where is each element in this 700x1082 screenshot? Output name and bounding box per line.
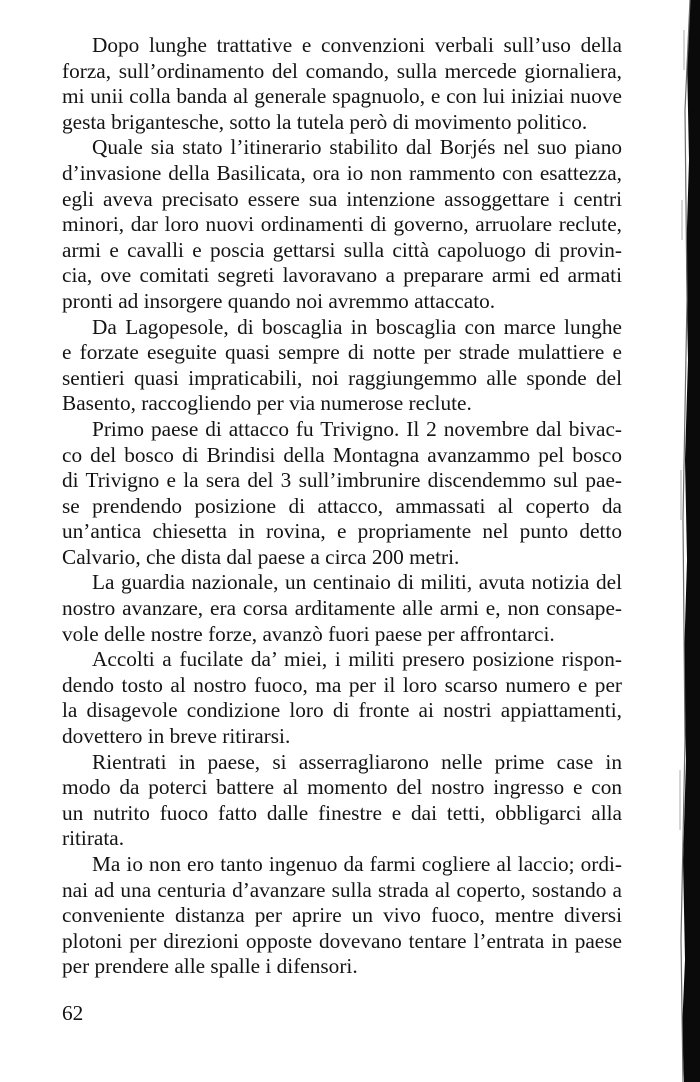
body-text	[62, 33, 622, 980]
text-line: la disagevole condizione loro di fronte ai nostri appiattamenti,	[62, 698, 622, 723]
paragraph	[62, 570, 622, 647]
text-line: dovettero in breve ritirarsi.	[62, 724, 291, 749]
text-line: sentieri quasi impraticabili, noi raggiungemmo alle sponde del	[62, 365, 622, 390]
text-line: un’antica chiesetta in rovina, e propriamente nel punto detto	[62, 519, 622, 544]
page-edge-shadow	[640, 0, 700, 1082]
text-line: e forzate eseguite quasi sempre di notte per strade mulattiere e	[62, 340, 622, 365]
text-line: vole delle nostre forze, avanzò fuori paese per affrontarci.	[62, 621, 555, 646]
text-line: Ma io non ero tanto ingenuo da farmi cogliere al laccio; ordi-	[92, 852, 622, 876]
text-line: armi e cavalli e poscia gettarsi sulla città capoluogo di provin-	[62, 237, 622, 262]
text-line: plotoni per direzioni opposte dovevano tentare l’entrata in paese	[62, 928, 622, 953]
paragraph	[62, 852, 622, 980]
paragraph	[62, 750, 622, 852]
text-line: La guardia nazionale, un centinaio di militi, avuta notizia del	[92, 570, 622, 595]
paragraph	[62, 647, 622, 749]
text-line: Primo paese di attacco fu Trivigno. Il 2 novembre dal bivac-	[92, 416, 622, 441]
text-line: Dopo lunghe trattative e convenzioni verbali sull’uso della	[92, 33, 622, 57]
text-line: modo da poterci battere al momento del nostro ingresso e con	[62, 775, 622, 800]
paragraph	[62, 417, 622, 571]
text-line: ritirata.	[62, 826, 125, 851]
text-line: Basento, raccogliendo per via numerose reclute.	[62, 391, 472, 416]
page-number: 62	[62, 1001, 84, 1025]
text-line: forza, sull’ordinamento del comando, sulla mercede giornaliera,	[62, 58, 622, 83]
text-line: di Trivigno e la sera del 3 sull’imbrunire discendemmo sul pae-	[62, 468, 622, 493]
text-line: Quale sia stato l’itinerario stabilito dal Borjés nel suo piano	[92, 135, 622, 160]
text-line: d’invasione della Basilicata, ora io non rammento con esattezza,	[62, 160, 622, 185]
paragraph	[62, 315, 622, 417]
text-line: gesta brigantesche, sotto la tutela però di movimento politico.	[62, 109, 588, 134]
text-line: un nutrito fuoco fatto dalle finestre e dai tetti, obbligarci alla	[62, 800, 622, 825]
text-line: se prendendo posizione di attacco, ammassati al coperto da	[62, 493, 622, 518]
text-line: Rientrati in paese, si asserragliarono nelle prime case in	[92, 749, 622, 774]
paragraph	[62, 135, 622, 314]
text-line: mi unii colla banda al generale spagnuolo, e con lui iniziai nuove	[62, 84, 622, 109]
text-line: nai ad una centuria d’avanzare sulla strada al coperto, sostando a	[62, 877, 622, 902]
text-line: per prendere alle spalle i difensori.	[62, 954, 358, 979]
text-line: Accolti a fucilate da’ miei, i militi presero posizione rispon-	[92, 647, 622, 672]
text-line: pronti ad insorgere quando noi avremmo attaccato.	[62, 288, 496, 313]
text-line: Calvario, che dista dal paese a circa 200 metri.	[62, 544, 460, 569]
text-line: minori, dar loro nuovi ordinamenti di governo, arruolare reclute,	[62, 212, 622, 237]
paragraph	[62, 33, 622, 135]
text-line: Da Lagopesole, di boscaglia in boscaglia con marce lunghe	[92, 314, 622, 339]
text-line: dendo tosto al nostro fuoco, ma per il loro scarso numero e per	[62, 672, 622, 697]
text-line: cia, ove comitati segreti lavoravano a preparare armi ed armati	[62, 263, 622, 288]
text-line: co del bosco di Brindisi della Montagna avanzammo pel bosco	[62, 442, 622, 467]
text-line: conveniente distanza per aprire un vivo fuoco, mentre diversi	[62, 903, 622, 928]
text-line: nostro avanzare, era corsa arditamente alle armi e, non consape-	[62, 596, 622, 621]
text-line: egli aveva precisato essere sua intenzione assoggettare i centri	[62, 186, 622, 211]
